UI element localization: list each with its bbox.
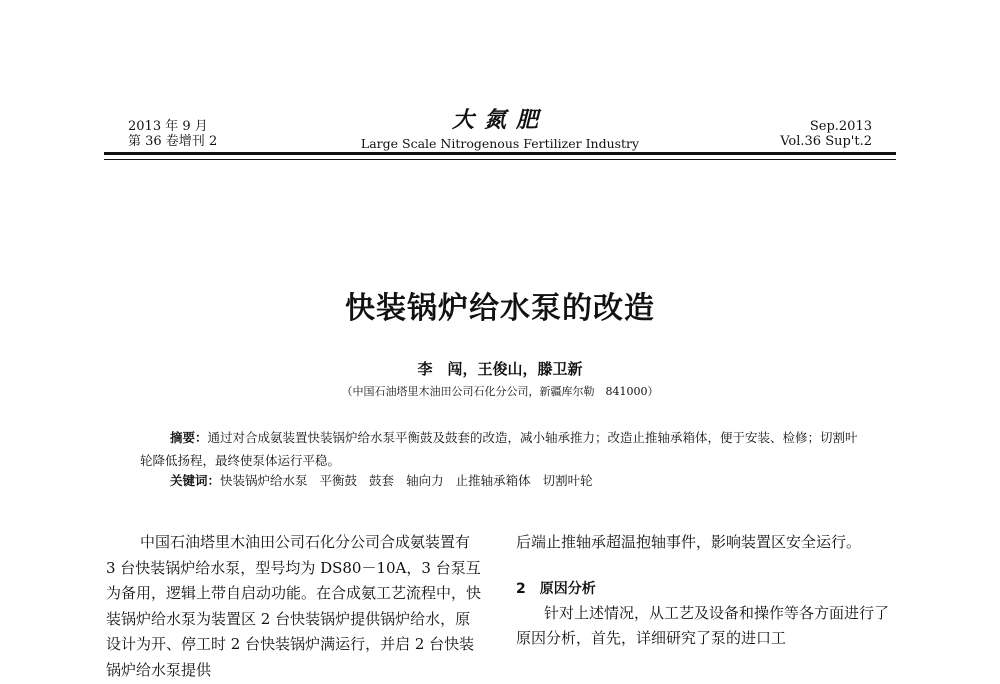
- keywords-label: 关键词：: [170, 473, 221, 488]
- volume-cn: 第 36 卷增刊 2: [128, 134, 218, 149]
- volume-en: Vol.36 Sup't.2: [780, 134, 872, 149]
- article-authors: 李 闯，王俊山，滕卫新: [417, 360, 583, 378]
- keyword: 平衡鼓: [319, 473, 358, 488]
- section-heading: [516, 577, 893, 601]
- header-rule-thick: [104, 152, 896, 155]
- body-column-right: [516, 530, 893, 652]
- section-title: 原因分析: [539, 580, 596, 597]
- body-column-left: [106, 530, 483, 684]
- journal-logo: 大氮肥: [451, 107, 548, 133]
- body-paragraph: 针对上述情况，从工艺及设备和操作等各方面进行了原因分析，首先，详细研究了泵的进口工: [516, 603, 890, 648]
- keyword: 鼓套: [369, 473, 395, 488]
- section-number: 2: [516, 580, 526, 597]
- body-paragraph: 后端止推轴承超温抱轴事件，影响装置区安全运行。: [516, 533, 862, 551]
- header-rule-thin: [104, 159, 896, 160]
- article-affiliation: （中国石油塔里木油田公司石化分公司，新疆库尔勒 841000）: [341, 385, 659, 398]
- keyword: 快装锅炉给水泵: [220, 473, 308, 488]
- body-paragraph: 中国石油塔里木油田公司石化分公司合成氨装置有 3 台快装锅炉给水泵，型号均为 DS80－10A，3 台泵互为备用，逻辑上带自启动功能。在合成氨工艺流程中，快装锅炉给水泵为装置区 2 台快装锅炉提供锅炉给水，原设计为开、停工时 2 台快装锅炉满运行，并启 2 台快装锅炉给水泵提供: [106, 533, 482, 679]
- abstract: [140, 426, 868, 472]
- keyword: 止推轴承箱体: [455, 473, 531, 488]
- keyword: 轴向力: [406, 473, 444, 488]
- keywords: [170, 473, 605, 489]
- keyword: 切割叶轮: [542, 473, 593, 488]
- issue-date-en: Sep.2013: [809, 119, 872, 134]
- journal-issue-english: [780, 119, 872, 149]
- journal-english-name: Large Scale Nitrogenous Fertilizer Industry: [360, 136, 640, 151]
- issue-date-cn: 2013 年 9 月: [128, 119, 208, 134]
- abstract-text: 通过对合成氨装置快装锅炉给水泵平衡鼓及鼓套的改造，减小轴承推力；改造止推轴承箱体，便于安装、检修；切割叶轮降低扬程，最终使泵体运行平稳。: [140, 430, 858, 468]
- article-title: 快装锅炉给水泵的改造: [345, 291, 655, 326]
- abstract-label: 摘要：: [170, 430, 208, 445]
